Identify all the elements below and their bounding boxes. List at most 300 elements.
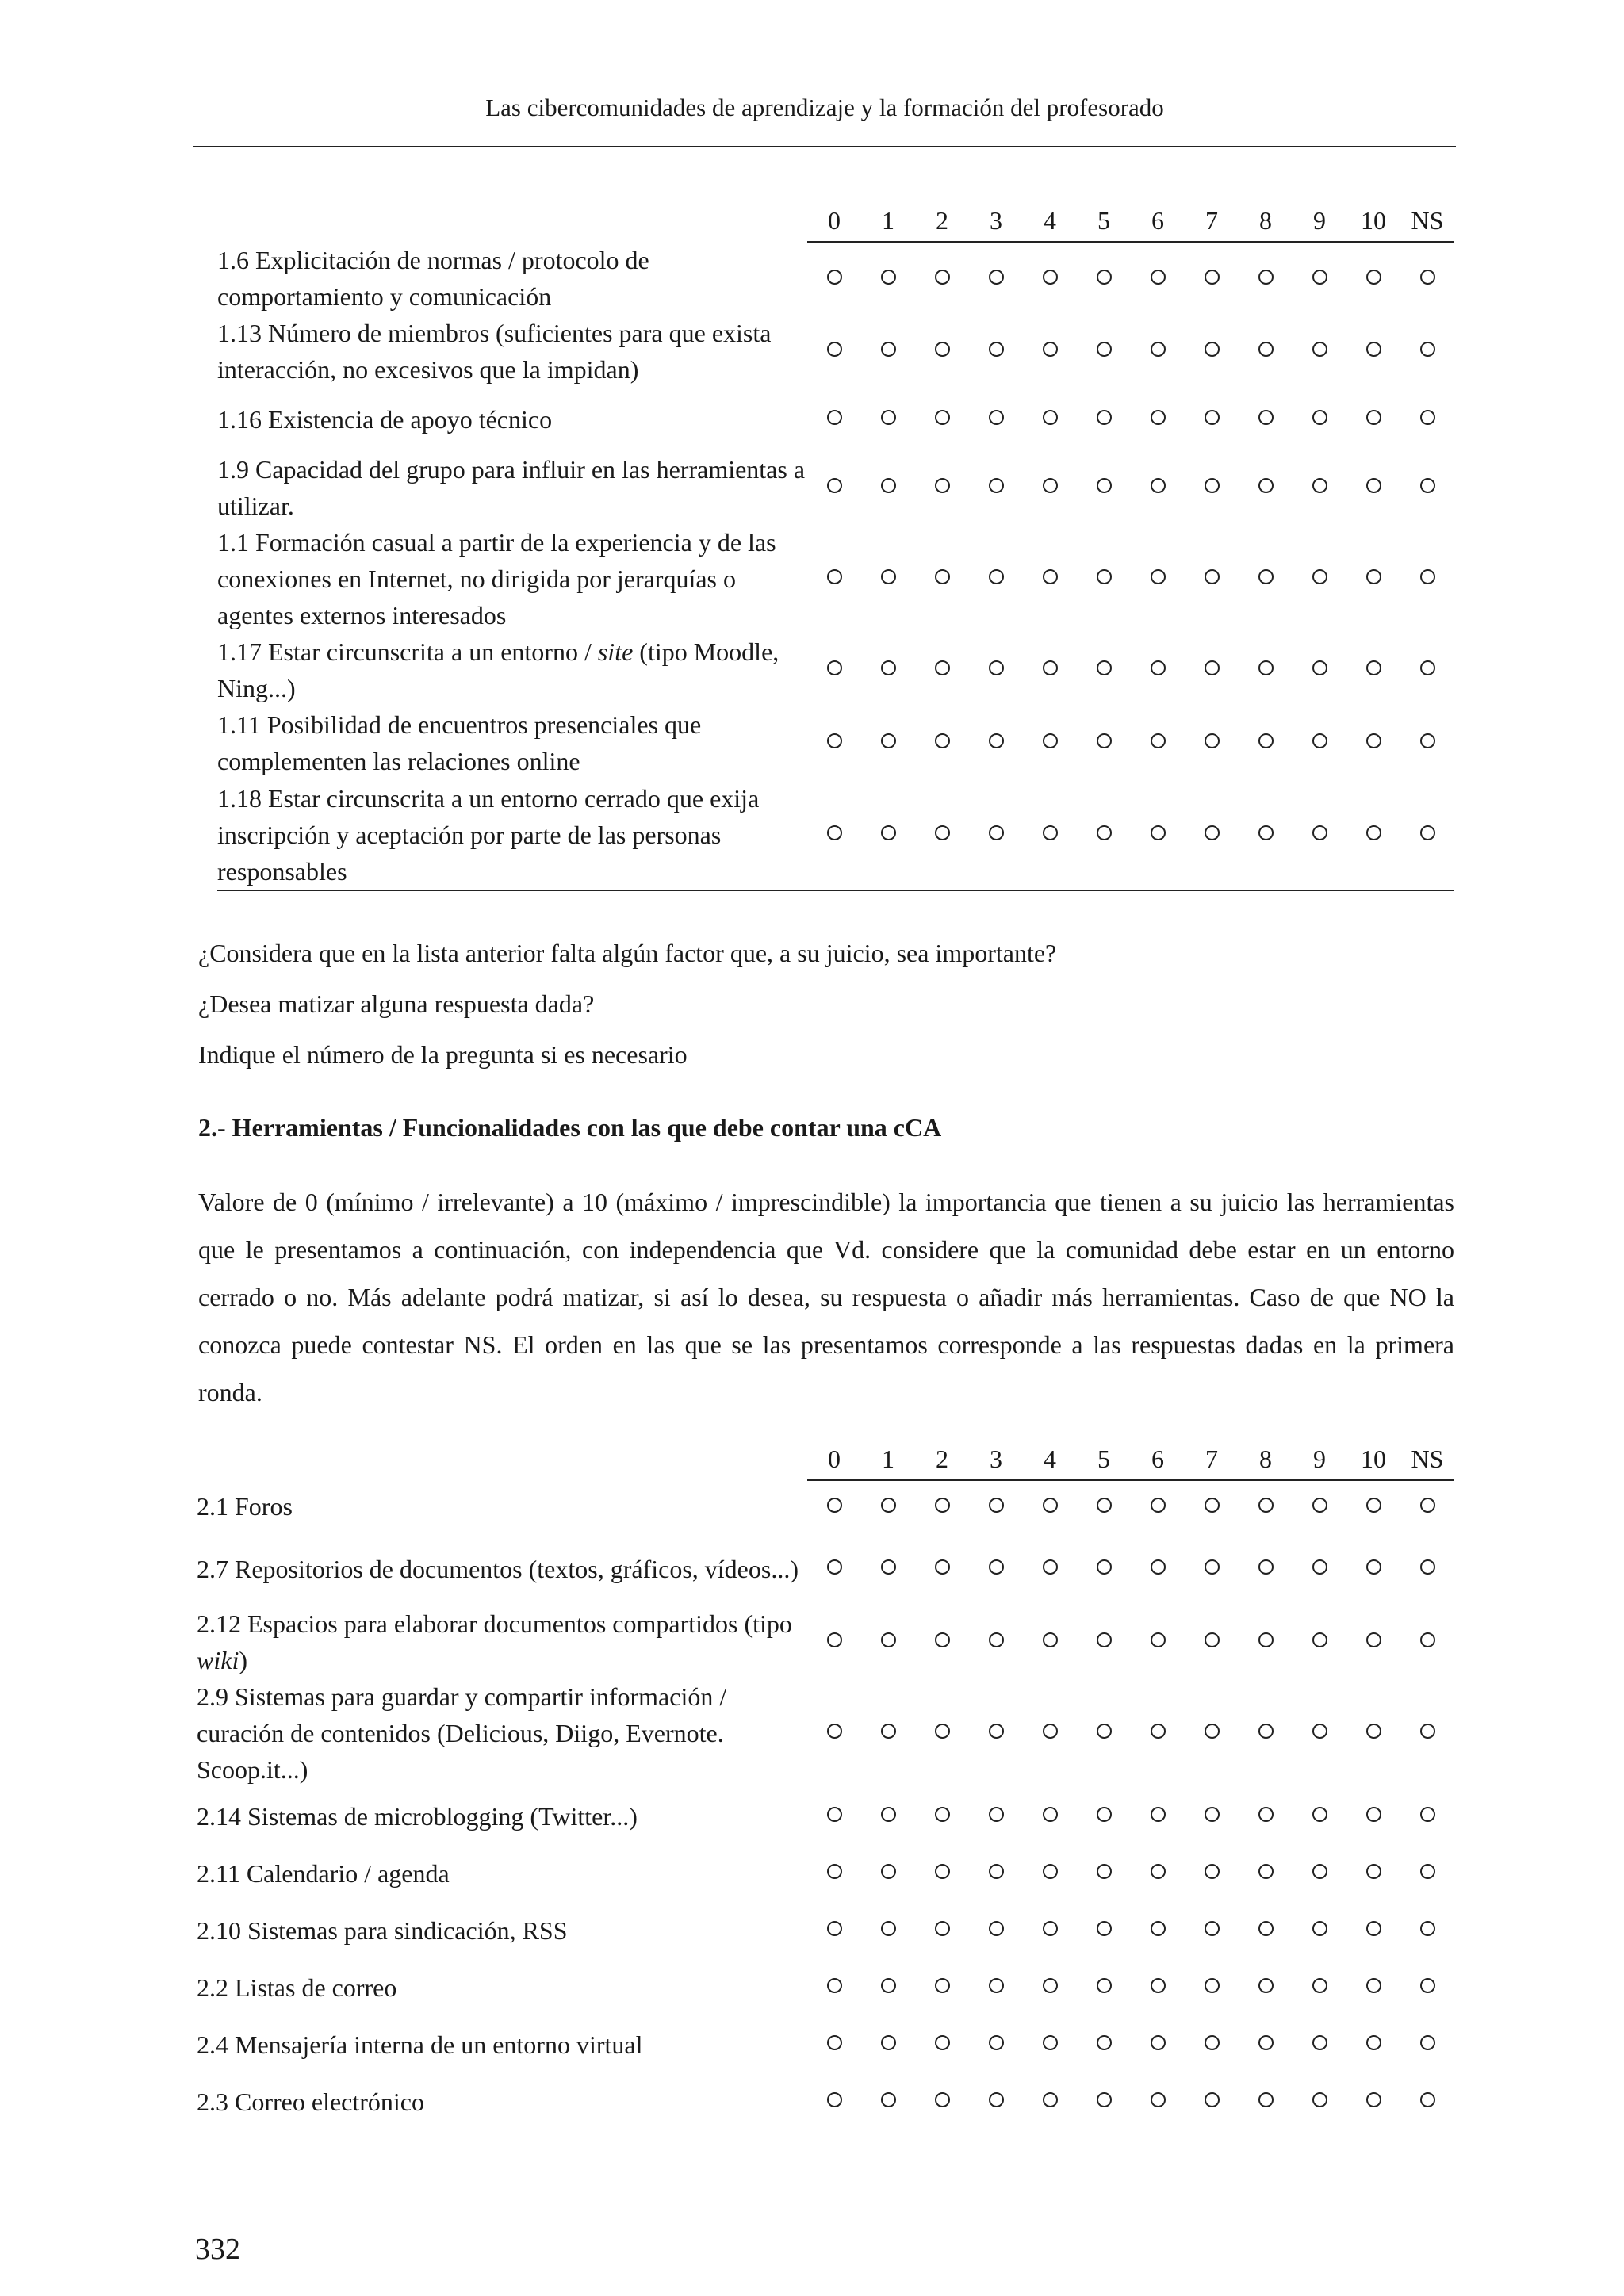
scale-label-2: 2	[915, 1438, 969, 1480]
rating-option-0-radio[interactable]	[827, 1807, 842, 1822]
rating-option-5-radio[interactable]	[1097, 410, 1112, 425]
scale-label-2: 2	[915, 200, 969, 242]
rating-option-4-radio[interactable]	[1043, 1807, 1058, 1822]
rating-option-1-radio[interactable]	[881, 569, 896, 584]
option-cell	[1185, 2016, 1239, 2073]
rating-option-3-radio[interactable]	[989, 1864, 1004, 1879]
rating-option-3-radio[interactable]	[989, 1921, 1004, 1936]
rating-option-3-radio[interactable]	[989, 1724, 1004, 1739]
rating-table-section-1	[217, 200, 1454, 891]
rating-option-3-radio[interactable]	[989, 1632, 1004, 1647]
rating-option-3-radio[interactable]	[989, 660, 1004, 675]
rating-option-ns-radio[interactable]	[1420, 270, 1435, 285]
rating-option-3-radio[interactable]	[989, 825, 1004, 840]
option-cell	[1185, 706, 1239, 779]
rating-option-9-radio[interactable]	[1312, 1724, 1327, 1739]
rating-option-1-radio[interactable]	[881, 478, 896, 493]
rating-option-10-radio[interactable]	[1366, 1559, 1381, 1575]
rating-option-6-radio[interactable]	[1151, 660, 1166, 675]
rating-option-0-radio[interactable]	[827, 410, 842, 425]
option-cell	[969, 315, 1023, 388]
rating-option-9-radio[interactable]	[1312, 733, 1327, 748]
rating-option-2-radio[interactable]	[935, 1632, 950, 1647]
option-cell	[1023, 2073, 1077, 2130]
rating-option-ns-radio[interactable]	[1420, 569, 1435, 584]
rating-option-0-radio[interactable]	[827, 825, 842, 840]
rating-option-8-radio[interactable]	[1258, 1921, 1274, 1936]
option-cell	[1077, 242, 1131, 315]
option-cell	[807, 242, 861, 315]
rating-option-0-radio[interactable]	[827, 1864, 842, 1879]
rating-option-3-radio[interactable]	[989, 2092, 1004, 2107]
rating-option-2-radio[interactable]	[935, 1921, 950, 1936]
rating-option-1-radio[interactable]	[881, 1864, 896, 1879]
rating-option-9-radio[interactable]	[1312, 410, 1327, 425]
rating-option-9-radio[interactable]	[1312, 478, 1327, 493]
rating-option-2-radio[interactable]	[935, 1864, 950, 1879]
rating-option-1-radio[interactable]	[881, 733, 896, 748]
rating-option-9-radio[interactable]	[1312, 2035, 1327, 2050]
rating-option-6-radio[interactable]	[1151, 2035, 1166, 2050]
option-cell	[1293, 315, 1346, 388]
rating-option-7-radio[interactable]	[1205, 2092, 1220, 2107]
rating-option-4-radio[interactable]	[1043, 478, 1058, 493]
rating-option-5-radio[interactable]	[1097, 478, 1112, 493]
option-cell	[1239, 1605, 1293, 1678]
option-cell	[1023, 1959, 1077, 2016]
rating-option-0-radio[interactable]	[827, 1978, 842, 1993]
rating-option-4-radio[interactable]	[1043, 1724, 1058, 1739]
rating-option-9-radio[interactable]	[1312, 342, 1327, 357]
rating-option-5-radio[interactable]	[1097, 660, 1112, 675]
rating-option-4-radio[interactable]	[1043, 660, 1058, 675]
rating-option-10-radio[interactable]	[1366, 1632, 1381, 1647]
rating-option-4-radio[interactable]	[1043, 1921, 1058, 1936]
option-cell	[1023, 1788, 1077, 1845]
option-cell	[1131, 706, 1185, 779]
option-cell	[1023, 1605, 1077, 1678]
option-cell	[1293, 451, 1346, 524]
rating-option-5-radio[interactable]	[1097, 270, 1112, 285]
rating-option-8-radio[interactable]	[1258, 1807, 1274, 1822]
option-cell	[1023, 315, 1077, 388]
option-cell	[1400, 451, 1454, 524]
rating-option-10-radio[interactable]	[1366, 1978, 1381, 1993]
option-cell	[1400, 1678, 1454, 1788]
rating-option-10-radio[interactable]	[1366, 733, 1381, 748]
option-cell	[1131, 451, 1185, 524]
option-cell	[1239, 2073, 1293, 2130]
rating-option-ns-radio[interactable]	[1420, 1498, 1435, 1513]
rating-option-2-radio[interactable]	[935, 410, 950, 425]
option-cell	[1239, 388, 1293, 451]
rating-option-7-radio[interactable]	[1205, 1724, 1220, 1739]
rating-option-5-radio[interactable]	[1097, 733, 1112, 748]
option-cell	[1239, 1902, 1293, 1959]
rating-option-2-radio[interactable]	[935, 569, 950, 584]
rating-option-5-radio[interactable]	[1097, 1498, 1112, 1513]
rating-option-ns-radio[interactable]	[1420, 660, 1435, 675]
rating-option-6-radio[interactable]	[1151, 569, 1166, 584]
rating-option-ns-radio[interactable]	[1420, 1807, 1435, 1822]
option-cell	[1400, 388, 1454, 451]
rating-option-10-radio[interactable]	[1366, 1921, 1381, 1936]
option-cell	[915, 1605, 969, 1678]
rating-option-9-radio[interactable]	[1312, 660, 1327, 675]
rating-option-5-radio[interactable]	[1097, 1807, 1112, 1822]
rating-option-10-radio[interactable]	[1366, 478, 1381, 493]
option-cell	[807, 388, 861, 451]
rating-option-ns-radio[interactable]	[1420, 1632, 1435, 1647]
option-cell	[1400, 1533, 1454, 1605]
rating-option-0-radio[interactable]	[827, 2035, 842, 2050]
rating-option-10-radio[interactable]	[1366, 1864, 1381, 1879]
rating-option-1-radio[interactable]	[881, 1978, 896, 1993]
rating-option-2-radio[interactable]	[935, 478, 950, 493]
rating-option-ns-radio[interactable]	[1420, 1724, 1435, 1739]
option-cell	[1400, 779, 1454, 890]
rating-option-7-radio[interactable]	[1205, 569, 1220, 584]
rating-option-10-radio[interactable]	[1366, 1807, 1381, 1822]
option-cell	[1239, 1678, 1293, 1788]
rating-option-8-radio[interactable]	[1258, 569, 1274, 584]
rating-option-2-radio[interactable]	[935, 825, 950, 840]
rating-option-1-radio[interactable]	[881, 2035, 896, 2050]
rating-option-ns-radio[interactable]	[1420, 2035, 1435, 2050]
rating-option-0-radio[interactable]	[827, 342, 842, 357]
rating-option-8-radio[interactable]	[1258, 1498, 1274, 1513]
rating-option-3-radio[interactable]	[989, 1978, 1004, 1993]
option-cell	[1400, 2073, 1454, 2130]
rating-option-9-radio[interactable]	[1312, 1864, 1327, 1879]
rating-option-3-radio[interactable]	[989, 733, 1004, 748]
rating-option-5-radio[interactable]	[1097, 825, 1112, 840]
option-cell	[1131, 242, 1185, 315]
rating-option-4-radio[interactable]	[1043, 1632, 1058, 1647]
rating-option-4-radio[interactable]	[1043, 410, 1058, 425]
rating-option-7-radio[interactable]	[1205, 478, 1220, 493]
option-cell	[1131, 1902, 1185, 1959]
rating-option-ns-radio[interactable]	[1420, 410, 1435, 425]
rating-option-6-radio[interactable]	[1151, 478, 1166, 493]
option-cell	[915, 242, 969, 315]
option-cell	[861, 388, 915, 451]
option-cell	[1293, 524, 1346, 633]
rating-option-2-radio[interactable]	[935, 2092, 950, 2107]
rating-option-2-radio[interactable]	[935, 1807, 950, 1822]
rating-option-ns-radio[interactable]	[1420, 1978, 1435, 1993]
rating-option-7-radio[interactable]	[1205, 1807, 1220, 1822]
rating-option-ns-radio[interactable]	[1420, 1921, 1435, 1936]
rating-option-2-radio[interactable]	[935, 1559, 950, 1575]
rating-option-7-radio[interactable]	[1205, 342, 1220, 357]
rating-option-2-radio[interactable]	[935, 1978, 950, 1993]
rating-option-8-radio[interactable]	[1258, 342, 1274, 357]
option-cell	[1293, 1533, 1346, 1605]
rating-option-0-radio[interactable]	[827, 1632, 842, 1647]
option-cell	[1293, 2016, 1346, 2073]
rating-option-7-radio[interactable]	[1205, 825, 1220, 840]
rating-option-8-radio[interactable]	[1258, 410, 1274, 425]
rating-option-4-radio[interactable]	[1043, 569, 1058, 584]
rating-option-6-radio[interactable]	[1151, 2092, 1166, 2107]
rating-option-0-radio[interactable]	[827, 270, 842, 285]
rating-option-8-radio[interactable]	[1258, 1864, 1274, 1879]
rating-option-10-radio[interactable]	[1366, 2092, 1381, 2107]
rating-option-10-radio[interactable]	[1366, 410, 1381, 425]
rating-option-3-radio[interactable]	[989, 1807, 1004, 1822]
option-cell	[915, 2016, 969, 2073]
scale-label-8: 8	[1239, 200, 1293, 242]
option-cell	[969, 1845, 1023, 1902]
rating-option-8-radio[interactable]	[1258, 1559, 1274, 1575]
rating-option-ns-radio[interactable]	[1420, 342, 1435, 357]
scale-label-9: 9	[1293, 200, 1346, 242]
rating-option-9-radio[interactable]	[1312, 270, 1327, 285]
option-cell	[1023, 2016, 1077, 2073]
rating-option-6-radio[interactable]	[1151, 825, 1166, 840]
rating-option-ns-radio[interactable]	[1420, 825, 1435, 840]
option-cell	[861, 524, 915, 633]
rating-option-7-radio[interactable]	[1205, 1498, 1220, 1513]
rating-option-6-radio[interactable]	[1151, 1632, 1166, 1647]
rating-option-7-radio[interactable]	[1205, 660, 1220, 675]
rating-option-4-radio[interactable]	[1043, 733, 1058, 748]
rating-option-7-radio[interactable]	[1205, 733, 1220, 748]
option-cell	[1023, 524, 1077, 633]
rating-option-3-radio[interactable]	[989, 1498, 1004, 1513]
rating-option-8-radio[interactable]	[1258, 1978, 1274, 1993]
item-label: 2.9 Sistemas para guardar y compartir información / curación de contenidos (Delicious, Diigo, Evernote. Scoop.it...)	[197, 1682, 727, 1784]
rating-option-2-radio[interactable]	[935, 270, 950, 285]
rating-option-6-radio[interactable]	[1151, 1559, 1166, 1575]
rating-option-5-radio[interactable]	[1097, 342, 1112, 357]
rating-option-1-radio[interactable]	[881, 825, 896, 840]
rating-option-0-radio[interactable]	[827, 1559, 842, 1575]
rating-option-2-radio[interactable]	[935, 342, 950, 357]
option-cell	[1293, 1959, 1346, 2016]
rating-option-3-radio[interactable]	[989, 478, 1004, 493]
rating-option-8-radio[interactable]	[1258, 660, 1274, 675]
rating-option-1-radio[interactable]	[881, 2092, 896, 2107]
option-cell	[915, 779, 969, 890]
rating-row	[197, 1678, 1454, 1788]
item-label-emphasis: wiki	[197, 1646, 239, 1674]
rating-option-2-radio[interactable]	[935, 660, 950, 675]
rating-option-0-radio[interactable]	[827, 1724, 842, 1739]
rating-option-3-radio[interactable]	[989, 569, 1004, 584]
option-cell	[807, 2016, 861, 2073]
option-cell	[861, 1480, 915, 1533]
rating-option-10-radio[interactable]	[1366, 1724, 1381, 1739]
rating-option-7-radio[interactable]	[1205, 410, 1220, 425]
option-cell	[1400, 315, 1454, 388]
rating-option-5-radio[interactable]	[1097, 1921, 1112, 1936]
rating-option-9-radio[interactable]	[1312, 569, 1327, 584]
option-cell	[1185, 2073, 1239, 2130]
rating-option-1-radio[interactable]	[881, 1724, 896, 1739]
scale-header-row	[217, 200, 1454, 242]
rating-option-7-radio[interactable]	[1205, 2035, 1220, 2050]
rating-option-5-radio[interactable]	[1097, 1978, 1112, 1993]
rating-option-8-radio[interactable]	[1258, 825, 1274, 840]
option-cell	[1131, 779, 1185, 890]
rating-option-5-radio[interactable]	[1097, 569, 1112, 584]
rating-option-1-radio[interactable]	[881, 1559, 896, 1575]
rating-row	[197, 1480, 1454, 1533]
option-cell	[1023, 706, 1077, 779]
option-cell	[1400, 1959, 1454, 2016]
rating-option-4-radio[interactable]	[1043, 342, 1058, 357]
scale-label-0: 0	[807, 200, 861, 242]
rating-option-7-radio[interactable]	[1205, 1921, 1220, 1936]
item-label: 2.3 Correo electrónico	[197, 2087, 424, 2116]
rating-option-9-radio[interactable]	[1312, 825, 1327, 840]
option-cell	[1239, 706, 1293, 779]
option-cell	[1400, 2016, 1454, 2073]
rating-option-4-radio[interactable]	[1043, 1864, 1058, 1879]
rating-option-9-radio[interactable]	[1312, 1807, 1327, 1822]
rating-option-ns-radio[interactable]	[1420, 1864, 1435, 1879]
rating-option-6-radio[interactable]	[1151, 733, 1166, 748]
option-cell	[1131, 1678, 1185, 1788]
rating-option-6-radio[interactable]	[1151, 1921, 1166, 1936]
option-cell	[1400, 524, 1454, 633]
rating-option-4-radio[interactable]	[1043, 1498, 1058, 1513]
option-cell	[915, 315, 969, 388]
scale-label-4: 4	[1023, 1438, 1077, 1480]
rating-option-2-radio[interactable]	[935, 733, 950, 748]
option-cell	[1131, 1605, 1185, 1678]
rating-option-5-radio[interactable]	[1097, 2092, 1112, 2107]
rating-option-2-radio[interactable]	[935, 1724, 950, 1739]
rating-option-6-radio[interactable]	[1151, 1724, 1166, 1739]
rating-option-5-radio[interactable]	[1097, 1632, 1112, 1647]
option-cell	[1023, 633, 1077, 706]
rating-option-3-radio[interactable]	[989, 270, 1004, 285]
option-cell	[915, 706, 969, 779]
rating-option-2-radio[interactable]	[935, 2035, 950, 2050]
item-label	[197, 1605, 807, 1678]
rating-option-1-radio[interactable]	[881, 1632, 896, 1647]
rating-option-10-radio[interactable]	[1366, 825, 1381, 840]
rating-option-0-radio[interactable]	[827, 478, 842, 493]
rating-option-5-radio[interactable]	[1097, 1864, 1112, 1879]
scale-label-10: 10	[1346, 200, 1400, 242]
rating-option-6-radio[interactable]	[1151, 342, 1166, 357]
rating-option-4-radio[interactable]	[1043, 1559, 1058, 1575]
option-cell	[1185, 1533, 1239, 1605]
rating-option-9-radio[interactable]	[1312, 2092, 1327, 2107]
rating-option-9-radio[interactable]	[1312, 1921, 1327, 1936]
rating-option-7-radio[interactable]	[1205, 1864, 1220, 1879]
rating-option-8-radio[interactable]	[1258, 2035, 1274, 2050]
rating-option-10-radio[interactable]	[1366, 270, 1381, 285]
scale-header-row	[197, 1438, 1454, 1480]
rating-option-7-radio[interactable]	[1205, 1632, 1220, 1647]
rating-option-8-radio[interactable]	[1258, 2092, 1274, 2107]
option-cell	[807, 1605, 861, 1678]
rating-option-10-radio[interactable]	[1366, 569, 1381, 584]
rating-option-0-radio[interactable]	[827, 660, 842, 675]
rating-option-ns-radio[interactable]	[1420, 478, 1435, 493]
rating-option-1-radio[interactable]	[881, 1921, 896, 1936]
rating-option-2-radio[interactable]	[935, 1498, 950, 1513]
rating-option-0-radio[interactable]	[827, 1498, 842, 1513]
rating-option-8-radio[interactable]	[1258, 1632, 1274, 1647]
option-cell	[969, 1605, 1023, 1678]
rating-option-7-radio[interactable]	[1205, 1559, 1220, 1575]
rating-option-4-radio[interactable]	[1043, 270, 1058, 285]
rating-option-3-radio[interactable]	[989, 2035, 1004, 2050]
rating-option-8-radio[interactable]	[1258, 733, 1274, 748]
rating-option-10-radio[interactable]	[1366, 2035, 1381, 2050]
rating-option-8-radio[interactable]	[1258, 478, 1274, 493]
rating-option-8-radio[interactable]	[1258, 270, 1274, 285]
option-cell	[1346, 1480, 1400, 1533]
rating-option-1-radio[interactable]	[881, 342, 896, 357]
rating-option-7-radio[interactable]	[1205, 270, 1220, 285]
rating-option-0-radio[interactable]	[827, 1921, 842, 1936]
rating-option-6-radio[interactable]	[1151, 410, 1166, 425]
rating-option-9-radio[interactable]	[1312, 1498, 1327, 1513]
running-header: Las cibercomunidades de aprendizaje y la formación del profesorado	[485, 94, 1164, 121]
option-cell	[807, 1902, 861, 1959]
rating-option-0-radio[interactable]	[827, 2092, 842, 2107]
rating-option-5-radio[interactable]	[1097, 1559, 1112, 1575]
option-cell	[1185, 242, 1239, 315]
rating-option-1-radio[interactable]	[881, 410, 896, 425]
rating-option-6-radio[interactable]	[1151, 1807, 1166, 1822]
rating-option-9-radio[interactable]	[1312, 1978, 1327, 1993]
rating-option-6-radio[interactable]	[1151, 1498, 1166, 1513]
rating-option-9-radio[interactable]	[1312, 1632, 1327, 1647]
rating-option-4-radio[interactable]	[1043, 825, 1058, 840]
rating-option-3-radio[interactable]	[989, 410, 1004, 425]
option-cell	[915, 451, 969, 524]
rating-option-7-radio[interactable]	[1205, 1978, 1220, 1993]
rating-option-4-radio[interactable]	[1043, 1978, 1058, 1993]
rating-option-ns-radio[interactable]	[1420, 1559, 1435, 1575]
rating-option-5-radio[interactable]	[1097, 2035, 1112, 2050]
rating-option-3-radio[interactable]	[989, 342, 1004, 357]
rating-option-1-radio[interactable]	[881, 270, 896, 285]
rating-option-6-radio[interactable]	[1151, 270, 1166, 285]
rating-option-ns-radio[interactable]	[1420, 733, 1435, 748]
rating-option-1-radio[interactable]	[881, 1498, 896, 1513]
rating-option-8-radio[interactable]	[1258, 1724, 1274, 1739]
option-cell	[915, 2073, 969, 2130]
rating-option-9-radio[interactable]	[1312, 1559, 1327, 1575]
option-cell	[1293, 1902, 1346, 1959]
rating-option-0-radio[interactable]	[827, 569, 842, 584]
rating-option-6-radio[interactable]	[1151, 1864, 1166, 1879]
rating-option-ns-radio[interactable]	[1420, 2092, 1435, 2107]
rating-option-1-radio[interactable]	[881, 660, 896, 675]
option-cell	[1239, 779, 1293, 890]
rating-option-0-radio[interactable]	[827, 733, 842, 748]
rating-option-10-radio[interactable]	[1366, 660, 1381, 675]
rating-option-10-radio[interactable]	[1366, 342, 1381, 357]
rating-option-3-radio[interactable]	[989, 1559, 1004, 1575]
rating-option-4-radio[interactable]	[1043, 2035, 1058, 2050]
rating-option-5-radio[interactable]	[1097, 1724, 1112, 1739]
rating-option-6-radio[interactable]	[1151, 1978, 1166, 1993]
option-cell	[1023, 1678, 1077, 1788]
rating-option-4-radio[interactable]	[1043, 2092, 1058, 2107]
rating-option-10-radio[interactable]	[1366, 1498, 1381, 1513]
rating-option-1-radio[interactable]	[881, 1807, 896, 1822]
